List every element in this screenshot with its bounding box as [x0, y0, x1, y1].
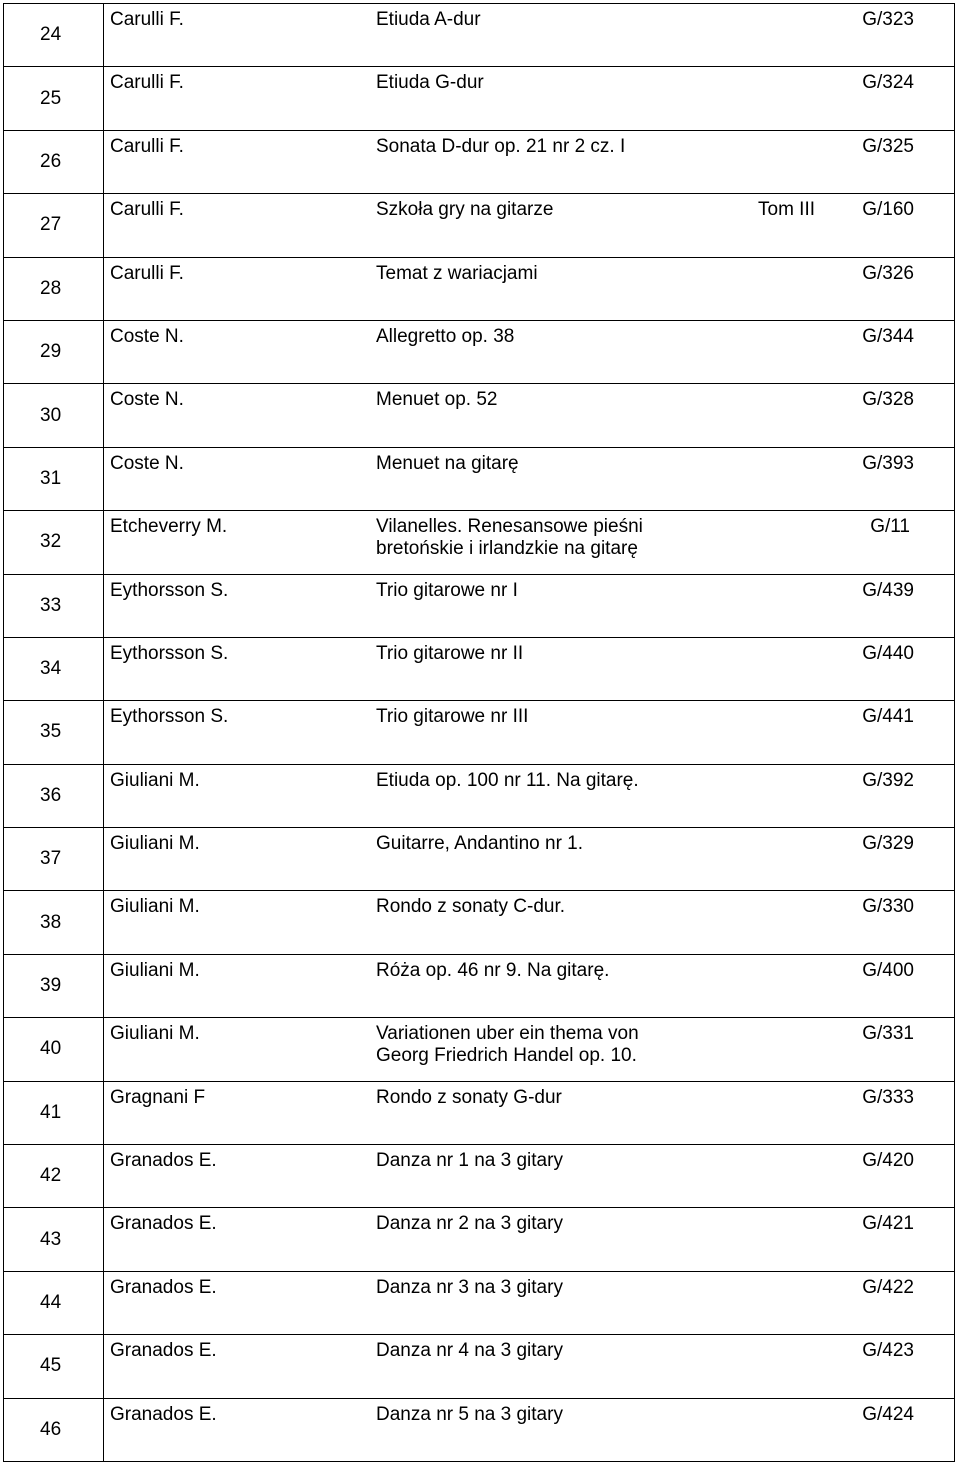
row-content — [104, 954, 955, 1017]
row-number: 37 — [4, 828, 104, 891]
row-content — [104, 828, 955, 891]
author: Gragnani F — [110, 1086, 206, 1108]
signature: G/11 — [870, 516, 910, 538]
table-row — [4, 130, 955, 193]
row-number: 31 — [4, 447, 104, 510]
table-row — [4, 637, 955, 700]
title: Rondo z sonaty G-dur — [376, 1086, 562, 1108]
signature: G/323 — [862, 9, 914, 30]
title: Menuet op. 52 — [376, 389, 498, 411]
table-row — [4, 764, 955, 827]
title: Allegretto op. 38 — [376, 325, 515, 347]
row-number: 41 — [4, 1081, 104, 1144]
signature: G/329 — [862, 833, 914, 855]
row-content — [104, 574, 955, 637]
row-content — [104, 511, 955, 574]
title: Etiuda A-dur — [376, 9, 481, 30]
table-row — [4, 828, 955, 891]
row-content — [104, 1145, 955, 1208]
title: Etiuda G-dur — [376, 72, 484, 94]
row-content — [104, 384, 955, 447]
row-number: 36 — [4, 764, 104, 827]
signature: G/400 — [862, 959, 914, 981]
table-row — [4, 1208, 955, 1271]
table-row — [4, 320, 955, 383]
title: Menuet na gitarę — [376, 452, 519, 474]
author: Granados E. — [110, 1213, 217, 1235]
row-content — [104, 701, 955, 764]
signature: G/422 — [862, 1276, 914, 1298]
row-number: 24 — [4, 4, 104, 67]
author: Carulli F. — [110, 9, 184, 30]
row-content — [104, 1271, 955, 1334]
signature: G/423 — [862, 1340, 914, 1362]
author: Giuliani M. — [110, 896, 200, 918]
row-number: 25 — [4, 67, 104, 130]
table-row — [4, 574, 955, 637]
signature: G/330 — [862, 896, 914, 918]
row-content — [104, 1081, 955, 1144]
table-row — [4, 1271, 955, 1334]
row-number: 43 — [4, 1208, 104, 1271]
author: Coste N. — [110, 452, 184, 474]
title: Szkoła gry na gitarze — [376, 199, 554, 221]
table-row — [4, 891, 955, 954]
title: Danza nr 3 na 3 gitary — [376, 1276, 563, 1298]
signature: G/392 — [862, 769, 914, 791]
author: Giuliani M. — [110, 959, 200, 981]
row-number: 44 — [4, 1271, 104, 1334]
row-number: 34 — [4, 637, 104, 700]
author: Carulli F. — [110, 135, 184, 157]
title: Danza nr 2 na 3 gitary — [376, 1213, 563, 1235]
row-number: 35 — [4, 701, 104, 764]
table-row — [4, 194, 955, 257]
row-content — [104, 130, 955, 193]
title: Vilanelles. Renesansowe pieśni bretońskie i irlandzkie na gitarę — [376, 516, 643, 560]
table-row — [4, 1081, 955, 1144]
table-row — [4, 1145, 955, 1208]
title: Trio gitarowe nr I — [376, 579, 518, 601]
row-number: 46 — [4, 1398, 104, 1461]
signature: G/440 — [862, 642, 914, 664]
table-row — [4, 4, 955, 67]
author: Giuliani M. — [110, 833, 200, 855]
title: Trio gitarowe nr II — [376, 642, 524, 664]
signature: G/344 — [862, 325, 914, 347]
row-content — [104, 891, 955, 954]
catalog-table — [3, 3, 955, 1462]
author: Eythorsson S. — [110, 579, 229, 601]
table-row — [4, 1398, 955, 1461]
row-content — [104, 637, 955, 700]
signature: G/326 — [862, 262, 914, 284]
author: Giuliani M. — [110, 1023, 200, 1045]
author: Carulli F. — [110, 72, 184, 94]
table-row — [4, 1335, 955, 1398]
author: Eythorsson S. — [110, 642, 229, 664]
author: Coste N. — [110, 325, 184, 347]
title: Etiuda op. 100 nr 11. Na gitarę. — [376, 769, 639, 791]
title: Temat z wariacjami — [376, 262, 538, 284]
title: Danza nr 4 na 3 gitary — [376, 1340, 563, 1362]
row-content — [104, 257, 955, 320]
author: Coste N. — [110, 389, 184, 411]
row-content — [104, 320, 955, 383]
author: Granados E. — [110, 1403, 217, 1425]
title: Trio gitarowe nr III — [376, 706, 529, 728]
row-content — [104, 447, 955, 510]
table-row — [4, 954, 955, 1017]
table-row — [4, 257, 955, 320]
row-content — [104, 194, 955, 257]
row-content — [104, 67, 955, 130]
signature: G/439 — [862, 579, 914, 601]
signature: G/424 — [862, 1403, 914, 1425]
row-number: 27 — [4, 194, 104, 257]
title: Variationen uber ein thema von Georg Friedrich Handel op. 10. — [376, 1023, 639, 1067]
table-row — [4, 1018, 955, 1081]
row-number: 38 — [4, 891, 104, 954]
signature: G/325 — [862, 135, 914, 157]
author: Granados E. — [110, 1276, 217, 1298]
title: Danza nr 1 na 3 gitary — [376, 1150, 563, 1172]
row-number: 40 — [4, 1018, 104, 1081]
row-number: 28 — [4, 257, 104, 320]
title: Sonata D-dur op. 21 nr 2 cz. I — [376, 135, 626, 157]
row-content — [104, 764, 955, 827]
signature: G/333 — [862, 1086, 914, 1108]
title: Danza nr 5 na 3 gitary — [376, 1403, 563, 1425]
row-content — [104, 1018, 955, 1081]
signature: G/393 — [862, 452, 914, 474]
author: Granados E. — [110, 1150, 217, 1172]
row-content — [104, 4, 955, 67]
author: Carulli F. — [110, 199, 184, 221]
signature: G/160 — [862, 199, 914, 221]
row-number: 39 — [4, 954, 104, 1017]
author: Eythorsson S. — [110, 706, 229, 728]
signature: G/420 — [862, 1150, 914, 1172]
table-row — [4, 67, 955, 130]
row-number: 33 — [4, 574, 104, 637]
signature: G/328 — [862, 389, 914, 411]
title: Róża op. 46 nr 9. Na gitarę. — [376, 959, 610, 981]
row-number: 42 — [4, 1145, 104, 1208]
row-content — [104, 1335, 955, 1398]
signature: G/324 — [862, 72, 914, 94]
author: Granados E. — [110, 1340, 217, 1362]
row-content — [104, 1208, 955, 1271]
author: Carulli F. — [110, 262, 184, 284]
row-number: 45 — [4, 1335, 104, 1398]
author: Etcheverry M. — [110, 516, 228, 538]
row-number: 30 — [4, 384, 104, 447]
table-row — [4, 384, 955, 447]
table-row — [4, 447, 955, 510]
row-content — [104, 1398, 955, 1461]
signature: G/331 — [862, 1023, 914, 1045]
table-row — [4, 511, 955, 574]
signature: G/421 — [862, 1213, 914, 1235]
signature: G/441 — [862, 706, 914, 728]
author: Giuliani M. — [110, 769, 200, 791]
row-number: 26 — [4, 130, 104, 193]
volume: Tom III — [758, 199, 816, 221]
row-number: 32 — [4, 511, 104, 574]
title: Guitarre, Andantino nr 1. — [376, 833, 584, 855]
table-row — [4, 701, 955, 764]
row-number: 29 — [4, 320, 104, 383]
title: Rondo z sonaty C-dur. — [376, 896, 566, 918]
